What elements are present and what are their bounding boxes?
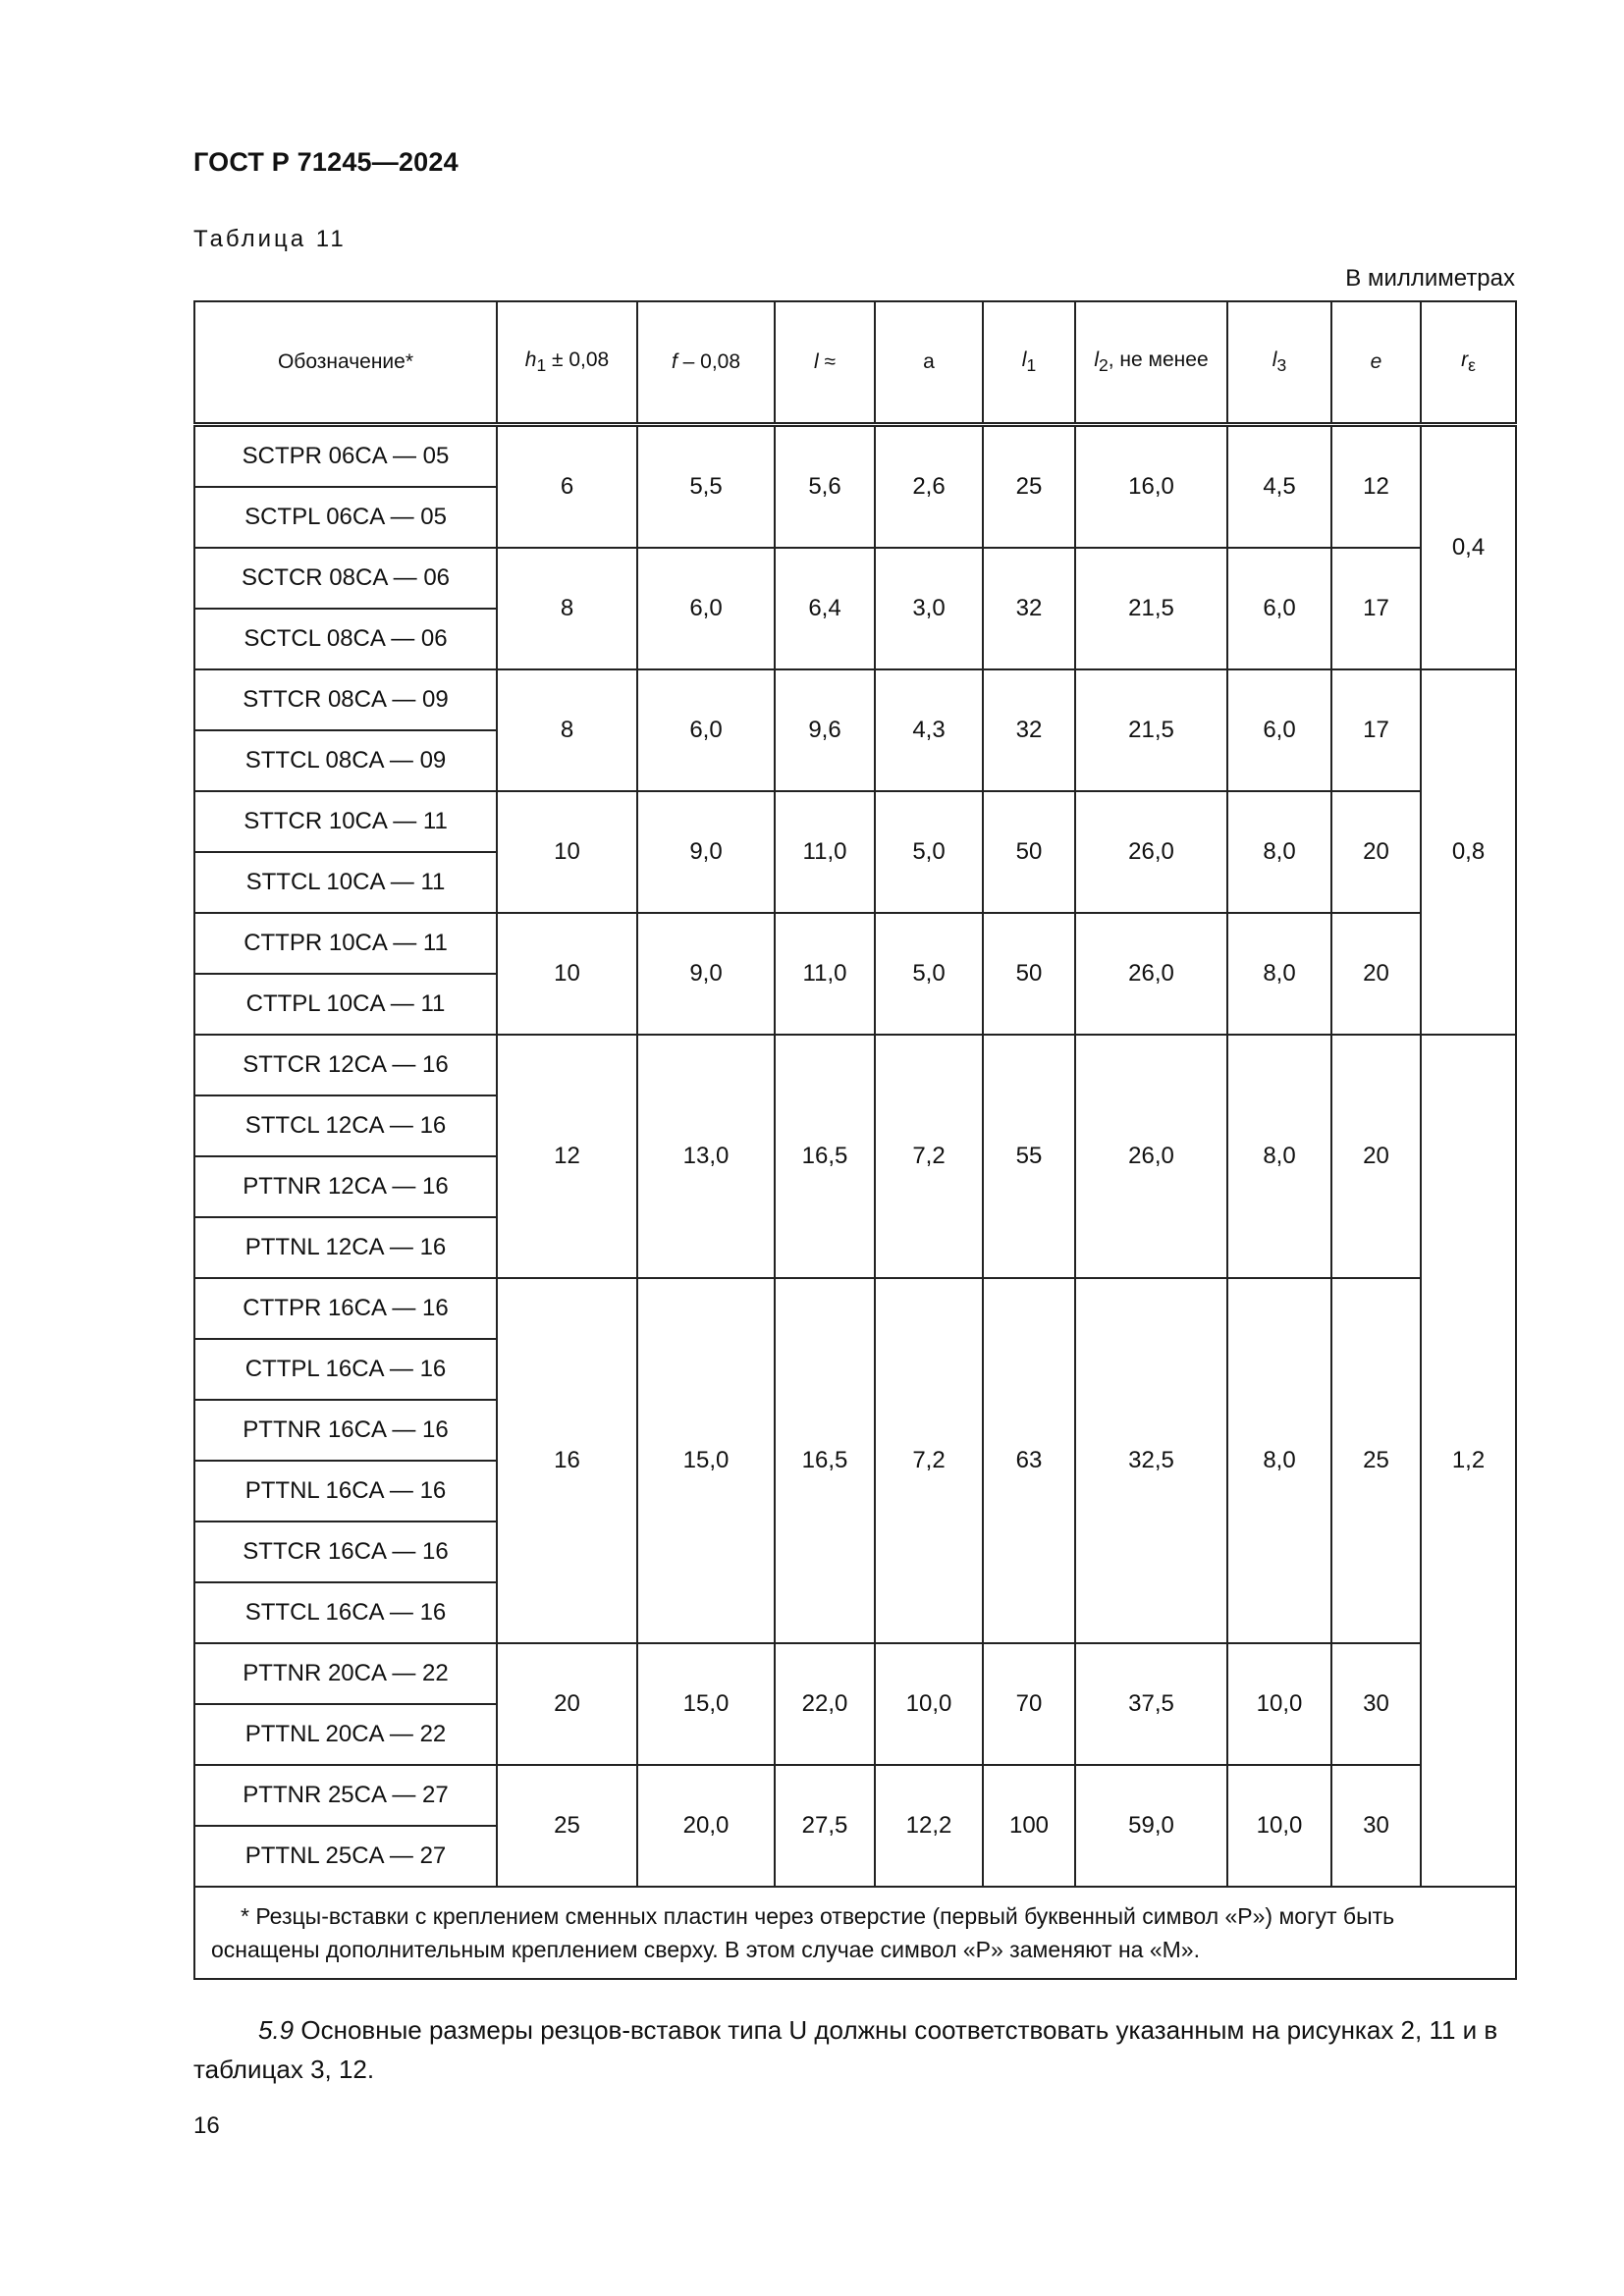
cell-l3: 6,0: [1227, 548, 1331, 669]
footnote-text: * Резцы-вставки с креплением сменных пластин через отверстие (первый буквенный символ «P») могут быть оснащены дополнительным креплением сверху. В этом случае символ «P» заменяют на «M».: [211, 1903, 1395, 1962]
cell-r-epsilon: 0,8: [1421, 669, 1516, 1035]
cell-designation: STTCL 12CA — 16: [194, 1095, 497, 1156]
cell-l3: 8,0: [1227, 1035, 1331, 1278]
table-row: [194, 1643, 1516, 1704]
header-r: $r_\varepsilon$: [1421, 301, 1516, 425]
table-row: [194, 425, 1516, 488]
cell-l: 5,6: [775, 425, 875, 549]
cell-designation: PTTNL 16CA — 16: [194, 1461, 497, 1522]
cell-l2: 59,0: [1075, 1765, 1227, 1887]
cell-a: 4,3: [875, 669, 983, 791]
cell-f: 15,0: [637, 1278, 775, 1643]
cell-f: 9,0: [637, 913, 775, 1035]
cell-l1: 32: [983, 548, 1075, 669]
cell-e: 25: [1331, 1278, 1421, 1643]
cell-a: 10,0: [875, 1643, 983, 1765]
header-l: l ≈: [775, 301, 875, 425]
cell-l3: 6,0: [1227, 669, 1331, 791]
cell-designation: PTTNR 25CA — 27: [194, 1765, 497, 1826]
header-f: f – 0,08: [637, 301, 775, 425]
table-footnote: [194, 1887, 1516, 1979]
cell-l1: 32: [983, 669, 1075, 791]
cell-l: 11,0: [775, 913, 875, 1035]
cell-l: 16,5: [775, 1278, 875, 1643]
table-footnote-row: [194, 1887, 1516, 1979]
page-number: 16: [193, 2112, 220, 2139]
cell-designation: STTCL 10CA — 11: [194, 852, 497, 913]
cell-e: 17: [1331, 548, 1421, 669]
cell-designation: SCTCL 08CA — 06: [194, 609, 497, 669]
cell-h1: 16: [497, 1278, 637, 1643]
cell-e: 20: [1331, 1035, 1421, 1278]
document-code: ГОСТ Р 71245—2024: [193, 147, 459, 177]
cell-a: 7,2: [875, 1278, 983, 1643]
cell-l2: 16,0: [1075, 425, 1227, 549]
cell-designation: SCTCR 08CA — 06: [194, 548, 497, 609]
cell-designation: SCTPR 06CA — 05: [194, 425, 497, 488]
cell-e: 30: [1331, 1765, 1421, 1887]
cell-designation: PTTNL 20CA — 22: [194, 1704, 497, 1765]
cell-e: 20: [1331, 913, 1421, 1035]
cell-f: 6,0: [637, 669, 775, 791]
cell-f: 15,0: [637, 1643, 775, 1765]
cell-designation: CTTPL 10CA — 11: [194, 974, 497, 1035]
cell-l3: 8,0: [1227, 1278, 1331, 1643]
cell-l3: 4,5: [1227, 425, 1331, 549]
header-l3: $l_3$: [1227, 301, 1331, 425]
cell-l1: 55: [983, 1035, 1075, 1278]
header-designation: Обозначение*: [194, 301, 497, 425]
cell-f: 5,5: [637, 425, 775, 549]
cell-f: 13,0: [637, 1035, 775, 1278]
cell-r-epsilon: 1,2: [1421, 1035, 1516, 1887]
cell-designation: STTCR 16CA — 16: [194, 1522, 497, 1582]
cell-l: 11,0: [775, 791, 875, 913]
cell-a: 3,0: [875, 548, 983, 669]
cell-l3: 8,0: [1227, 791, 1331, 913]
cell-l2: 37,5: [1075, 1643, 1227, 1765]
cell-designation: SCTPL 06CA — 05: [194, 487, 497, 548]
table-row: [194, 913, 1516, 974]
cell-a: 7,2: [875, 1035, 983, 1278]
cell-l3: 10,0: [1227, 1643, 1331, 1765]
cell-l: 27,5: [775, 1765, 875, 1887]
header-e: e: [1331, 301, 1421, 425]
cell-designation: STTCL 16CA — 16: [194, 1582, 497, 1643]
paragraph-5-9: [193, 2010, 1526, 2089]
cell-designation: PTTNR 20CA — 22: [194, 1643, 497, 1704]
cell-l2: 26,0: [1075, 913, 1227, 1035]
cell-f: 20,0: [637, 1765, 775, 1887]
cell-a: 5,0: [875, 791, 983, 913]
cell-a: 5,0: [875, 913, 983, 1035]
cell-l1: 25: [983, 425, 1075, 549]
table-row: [194, 1035, 1516, 1095]
cell-designation: STTCR 10CA — 11: [194, 791, 497, 852]
cell-e: 30: [1331, 1643, 1421, 1765]
cell-e: 12: [1331, 425, 1421, 549]
table-caption: Таблица 11: [193, 226, 347, 252]
cell-designation: STTCR 08CA — 09: [194, 669, 497, 730]
cell-designation: CTTPR 16CA — 16: [194, 1278, 497, 1339]
cell-l: 16,5: [775, 1035, 875, 1278]
cell-designation: STTCR 12CA — 16: [194, 1035, 497, 1095]
cell-l3: 10,0: [1227, 1765, 1331, 1887]
table-header-row: [194, 301, 1516, 425]
cell-h1: 8: [497, 669, 637, 791]
cell-l3: 8,0: [1227, 913, 1331, 1035]
cell-r-epsilon: 0,4: [1421, 425, 1516, 670]
cell-designation: CTTPR 10CA — 11: [194, 913, 497, 974]
cell-l2: 21,5: [1075, 669, 1227, 791]
cell-l: 6,4: [775, 548, 875, 669]
cell-l2: 21,5: [1075, 548, 1227, 669]
table-row: [194, 548, 1516, 609]
table-row: [194, 1765, 1516, 1826]
cell-designation: CTTPL 16CA — 16: [194, 1339, 497, 1400]
cell-designation: PTTNR 16CA — 16: [194, 1400, 497, 1461]
paragraph-number: 5.9: [258, 2015, 295, 2045]
header-l1: $l_1$: [983, 301, 1075, 425]
cell-designation: PTTNR 12CA — 16: [194, 1156, 497, 1217]
cell-l1: 50: [983, 791, 1075, 913]
table-units: В миллиметрах: [1345, 265, 1515, 292]
cell-a: 2,6: [875, 425, 983, 549]
cell-f: 9,0: [637, 791, 775, 913]
cell-h1: 8: [497, 548, 637, 669]
cell-e: 20: [1331, 791, 1421, 913]
table-row: [194, 669, 1516, 730]
paragraph-text: Основные размеры резцов-вставок типа U должны соответствовать указанным на рисунках 2, 11 и в таблицах 3, 12.: [193, 2015, 1498, 2084]
cell-l2: 26,0: [1075, 791, 1227, 913]
table-row: [194, 791, 1516, 852]
table-row: [194, 1278, 1516, 1339]
cell-designation: PTTNL 25CA — 27: [194, 1826, 497, 1887]
cell-l2: 32,5: [1075, 1278, 1227, 1643]
cell-l: 9,6: [775, 669, 875, 791]
cell-h1: 12: [497, 1035, 637, 1278]
dimensions-table: [193, 300, 1517, 1980]
cell-l1: 50: [983, 913, 1075, 1035]
cell-f: 6,0: [637, 548, 775, 669]
cell-l1: 100: [983, 1765, 1075, 1887]
cell-designation: PTTNL 12CA — 16: [194, 1217, 497, 1278]
cell-l: 22,0: [775, 1643, 875, 1765]
cell-h1: 20: [497, 1643, 637, 1765]
header-h1: $h_1 \pm 0,08$: [497, 301, 637, 425]
cell-l2: 26,0: [1075, 1035, 1227, 1278]
header-l2: $l_2$, не менее: [1075, 301, 1227, 425]
cell-h1: 10: [497, 791, 637, 913]
cell-e: 17: [1331, 669, 1421, 791]
cell-h1: 6: [497, 425, 637, 549]
cell-h1: 10: [497, 913, 637, 1035]
cell-l1: 63: [983, 1278, 1075, 1643]
cell-a: 12,2: [875, 1765, 983, 1887]
cell-designation: STTCL 08CA — 09: [194, 730, 497, 791]
cell-h1: 25: [497, 1765, 637, 1887]
header-a: a: [875, 301, 983, 425]
cell-l1: 70: [983, 1643, 1075, 1765]
